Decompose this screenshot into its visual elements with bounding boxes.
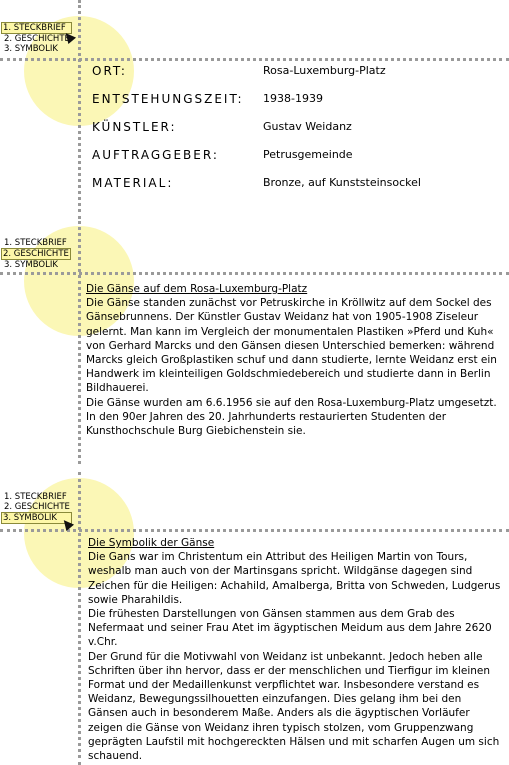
nav-item-symbolik[interactable]: 3. SYMBOLIK [1, 512, 72, 524]
section-nav [2, 492, 72, 524]
nav-item-steckbrief[interactable]: 1. STECKBRIEF [4, 238, 67, 248]
nav-item-steckbrief[interactable]: 1. STECKBRIEF [1, 22, 72, 34]
nav-item-symbolik[interactable]: 3. SYMBOLIK [4, 260, 58, 270]
article-paragraph: Die Gänse wurden am 6.6.1956 sie auf den Rosa-Luxemburg-Platz umgesetzt. In den 90er Jahren des 20. Jahrhunderts restaurierten Studenten der Kunsthochschule Burg Giebichenstein sie. [86, 396, 497, 438]
article-paragraph: Die Gänse standen zunächst vor Petruskirche in Kröllwitz auf dem Sockel des Gänsebrunnens. Der Künstler Gustav Weidanz hat von 1905-1908 Ziseleur gelernt. Man kann im Vergleich der monumentalen Plastiken »Pferd und Kuh« von Gerhard Marcks und den Gänsen diesen Unterschied bemerken: während Marcks gleich Großplastiken schuf und dann studierte, lernte Weidanz erst ein Handwerk im kleinteiligen Goldschmiedebereich und studierte dann in Berlin Bildhauerei. [86, 297, 497, 395]
article-paragraph: Die Gans war im Christentum ein Attribut des Heiligen Martin von Tours, weshalb man auch von der Martinsgans spricht. Wildgänse dagegen sind Zeichen für die Heiligen: Achahild, Amalberga, Britta von Schweden, Ludgerus sowie Pharahildis. [88, 551, 501, 606]
fact-value: Bronze, auf Kunststeinsockel [263, 176, 421, 189]
fact-value: Gustav Weidanz [263, 120, 352, 133]
nav-item-geschichte[interactable]: 2. GESCHICHTE [4, 34, 70, 44]
nav-item-symbolik[interactable]: 3. SYMBOLIK [4, 44, 58, 54]
nav-item-steckbrief[interactable]: 1. STECKBRIEF [4, 492, 67, 502]
vertical-divider [78, 472, 81, 765]
fact-label: ORT: [92, 64, 127, 78]
article-title: Die Symbolik der Gänse [88, 537, 215, 549]
horizontal-divider [0, 272, 509, 275]
article-paragraph: Die frühesten Darstellungen von Gänsen stammen aus dem Grab des Nefermaat und seiner Frau Atet im ägyptischen Meidum aus dem Jahre 2620 v.Chr. [88, 608, 492, 649]
nav-item-geschichte[interactable]: 2. GESCHICHTE [4, 502, 70, 512]
horizontal-divider [0, 58, 509, 61]
article-symbolik [88, 536, 504, 763]
fact-label: MATERIAL: [92, 176, 174, 190]
fact-value: 1938-1939 [263, 92, 323, 105]
horizontal-divider [0, 529, 509, 532]
vertical-divider [78, 216, 81, 464]
vertical-divider [78, 0, 81, 212]
article-geschichte [86, 282, 500, 438]
fact-value: Petrusgemeinde [263, 148, 353, 161]
fact-label: ENTSTEHUNGSZEIT: [92, 92, 244, 106]
fact-label: AUFTRAGGEBER: [92, 148, 219, 162]
fact-value: Rosa-Luxemburg-Platz [263, 64, 386, 77]
section-nav [2, 238, 71, 270]
article-title: Die Gänse auf dem Rosa-Luxemburg-Platz [86, 283, 308, 295]
nav-item-geschichte[interactable]: 2. GESCHICHTE [3, 249, 69, 259]
article-paragraph: Der Grund für die Motivwahl von Weidanz ist unbekannt. Jedoch heben alle Schriften über ihn hervor, dass er der menschlichen und Tierfigur im kleinen Format und der Medaillenkunst verpflichtet war. Insbesondere verstand es Weidanz, Bewegungssilhouetten einzufangen. Dies gelang ihm bei den Gänsen auch in besonderem Maße. Anders als die ägyptischen Vorläufer zeigen die Gänse von Weidanz ihren typisch stolzen, vom Gruppenzwang geprägten Laufstil mit hochgereckten Hälsen und mit scharfen Augen um sich schauend. [88, 650, 500, 763]
article-body [88, 550, 504, 763]
article-body [86, 296, 500, 438]
fact-label: KÜNSTLER: [92, 120, 177, 134]
section-nav [2, 22, 72, 54]
